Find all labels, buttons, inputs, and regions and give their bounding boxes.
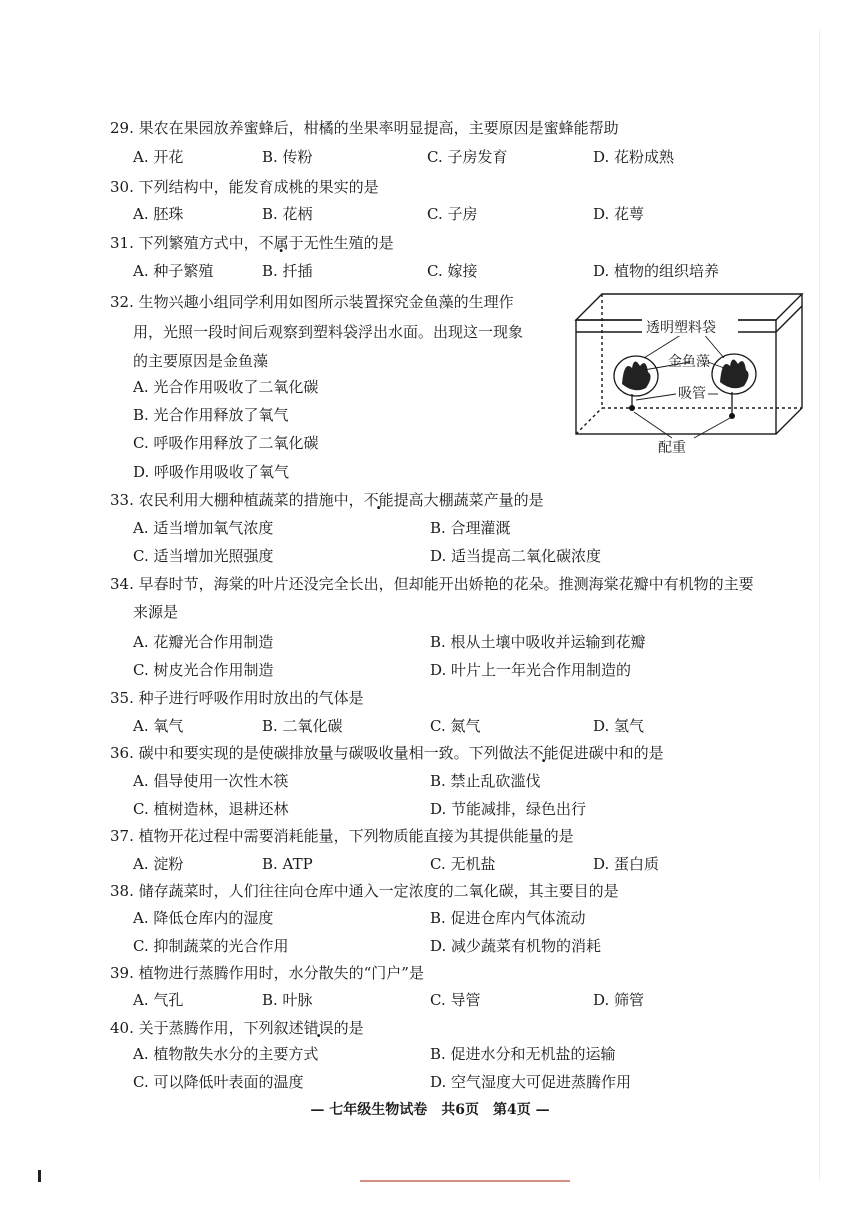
label-plastic-bag: 透明塑料袋 bbox=[646, 320, 716, 336]
q39-option-d: D. 筛管 bbox=[593, 991, 645, 1009]
q31-option-d: D. 植物的组织培养 bbox=[593, 262, 720, 280]
question-39: 39. 植物进行蒸腾作用时，水分散失的“门户”是 bbox=[110, 964, 424, 982]
q32-option-a: A. 光合作用吸收了二氧化碳 bbox=[133, 378, 319, 396]
q35-option-a: A. 氧气 bbox=[133, 717, 184, 735]
q40-stem-before: 40. 关于蒸腾作用，下列叙述 bbox=[110, 1019, 304, 1037]
label-weight: 配重 bbox=[658, 440, 686, 456]
q36-stem-after: 促进碳中和的是 bbox=[558, 744, 664, 762]
q30-option-c: C. 子房 bbox=[427, 205, 478, 223]
q35-option-d: D. 氢气 bbox=[593, 717, 645, 735]
question-31 bbox=[110, 233, 394, 253]
label-goldfish-weed: 金鱼藻 bbox=[668, 354, 710, 370]
left-bag bbox=[614, 356, 658, 411]
question-32-line-2: 用，光照一段时间后观察到塑料袋浮出水面。出现这一现象 bbox=[133, 323, 524, 341]
q34-option-a: A. 花瓣光合作用制造 bbox=[133, 633, 274, 651]
q39-option-b: B. 叶脉 bbox=[262, 991, 313, 1009]
question-37: 37. 植物开花过程中需要消耗能量，下列物质能直接为其提供能量的是 bbox=[110, 827, 574, 845]
q37-option-d: D. 蛋白质 bbox=[593, 855, 660, 873]
q38-option-b: B. 促进仓库内气体流动 bbox=[430, 909, 586, 927]
question-32-line-1: 32. 生物兴趣小组同学利用如图所示装置探究金鱼藻的生理作 bbox=[110, 293, 514, 311]
scan-edge bbox=[819, 30, 820, 1180]
q29-option-c: C. 子房发育 bbox=[427, 148, 508, 166]
q29-option-d: D. 花粉成熟 bbox=[593, 148, 675, 166]
q31-stem-after: 无性生殖的是 bbox=[303, 234, 394, 252]
q36-option-d: D. 节能减排，绿色出行 bbox=[430, 800, 587, 818]
q40-emphasis: 错误 bbox=[303, 1019, 334, 1037]
question-40 bbox=[110, 1018, 364, 1038]
q35-option-b: B. 二氧化碳 bbox=[262, 717, 343, 735]
q36-option-b: B. 禁止乱砍滥伐 bbox=[430, 772, 541, 790]
question-32-line-3: 的主要原因是金鱼藻 bbox=[133, 352, 269, 370]
q30-option-b: B. 花柄 bbox=[262, 205, 313, 223]
label-straw: 吸管 bbox=[678, 386, 706, 402]
q33-option-b: B. 合理灌溉 bbox=[430, 519, 511, 537]
q36-emphasis: 不能 bbox=[528, 744, 559, 762]
question-29: 29. 果农在果园放养蜜蜂后，柑橘的坐果率明显提高，主要原因是蜜蜂能帮助 bbox=[110, 119, 619, 137]
question-35: 35. 种子进行呼吸作用时放出的气体是 bbox=[110, 689, 364, 707]
q34-option-d: D. 叶片上一年光合作用制造的 bbox=[430, 661, 632, 679]
aquarium-figure bbox=[574, 290, 806, 458]
q38-option-c: C. 抑制蔬菜的光合作用 bbox=[133, 937, 289, 955]
question-34-line-1: 34. 早春时节，海棠的叶片还没完全长出，但却能开出娇艳的花朵。推测海棠花瓣中有机物的主要 bbox=[110, 575, 754, 593]
q40-option-c: C. 可以降低叶表面的温度 bbox=[133, 1073, 304, 1091]
q31-stem-before: 31. 下列繁殖方式中， bbox=[110, 234, 259, 252]
q40-option-b: B. 促进水分和无机盐的运输 bbox=[430, 1045, 616, 1063]
q32-option-b: B. 光合作用释放了氧气 bbox=[133, 406, 289, 424]
q39-option-a: A. 气孔 bbox=[133, 991, 184, 1009]
q37-option-a: A. 淀粉 bbox=[133, 855, 184, 873]
q40-option-a: A. 植物散失水分的主要方式 bbox=[133, 1045, 319, 1063]
q30-option-d: D. 花萼 bbox=[593, 205, 645, 223]
q33-stem-before: 33. 农民利用大棚种植蔬菜的措施中， bbox=[110, 491, 364, 509]
q35-option-c: C. 氮气 bbox=[430, 717, 481, 735]
q37-option-b: B. ATP bbox=[262, 855, 313, 873]
question-38: 38. 储存蔬菜时，人们往往向仓库中通入一定浓度的二氧化碳，其主要目的是 bbox=[110, 882, 619, 900]
q29-option-b: B. 传粉 bbox=[262, 148, 313, 166]
q31-option-a: A. 种子繁殖 bbox=[133, 262, 214, 280]
page-footer: — 七年级生物试卷 共6页 第4页 — bbox=[310, 1102, 550, 1118]
q31-option-c: C. 嫁接 bbox=[427, 262, 478, 280]
question-30: 30. 下列结构中，能发育成桃的果实的是 bbox=[110, 178, 379, 196]
q37-option-c: C. 无机盐 bbox=[430, 855, 496, 873]
q40-stem-after: 的是 bbox=[333, 1019, 364, 1037]
q32-option-c: C. 呼吸作用释放了二氧化碳 bbox=[133, 434, 319, 452]
q34-option-c: C. 树皮光合作用制造 bbox=[133, 661, 274, 679]
q31-emphasis bbox=[259, 234, 304, 252]
question-34-line-2: 来源是 bbox=[133, 603, 179, 621]
q33-option-a: A. 适当增加氧气浓度 bbox=[133, 519, 274, 537]
q34-option-b: B. 根从土壤中吸收并运输到花瓣 bbox=[430, 633, 646, 651]
q38-option-a: A. 降低仓库内的湿度 bbox=[133, 909, 274, 927]
q33-option-c: C. 适当增加光照强度 bbox=[133, 547, 274, 565]
q33-option-d: D. 适当提高二氧化碳浓度 bbox=[430, 547, 602, 565]
question-36 bbox=[110, 743, 664, 763]
q36-option-a: A. 倡导使用一次性木筷 bbox=[133, 772, 289, 790]
q33-stem-after: 提高大棚蔬菜产量的是 bbox=[393, 491, 544, 509]
scan-smudge bbox=[38, 1170, 41, 1182]
q33-emphasis: 不能 bbox=[363, 491, 394, 509]
q40-option-d: D. 空气湿度大可促进蒸腾作用 bbox=[430, 1073, 632, 1091]
q32-option-d: D. 呼吸作用吸收了氧气 bbox=[133, 463, 290, 481]
right-bag bbox=[712, 354, 756, 419]
q31-emphasis-text: 不属于 bbox=[258, 234, 304, 252]
q39-option-c: C. 导管 bbox=[430, 991, 481, 1009]
q36-stem-before: 36. 碳中和要实现的是使碳排放量与碳吸收量相一致。下列做法 bbox=[110, 744, 529, 762]
question-33 bbox=[110, 490, 544, 510]
q38-option-d: D. 减少蔬菜有机物的消耗 bbox=[430, 937, 602, 955]
q30-option-a: A. 胚珠 bbox=[133, 205, 184, 223]
q29-option-a: A. 开花 bbox=[133, 148, 184, 166]
q31-option-b: B. 扦插 bbox=[262, 262, 313, 280]
q36-option-c: C. 植树造林，退耕还林 bbox=[133, 800, 289, 818]
scan-red-mark bbox=[360, 1180, 570, 1182]
